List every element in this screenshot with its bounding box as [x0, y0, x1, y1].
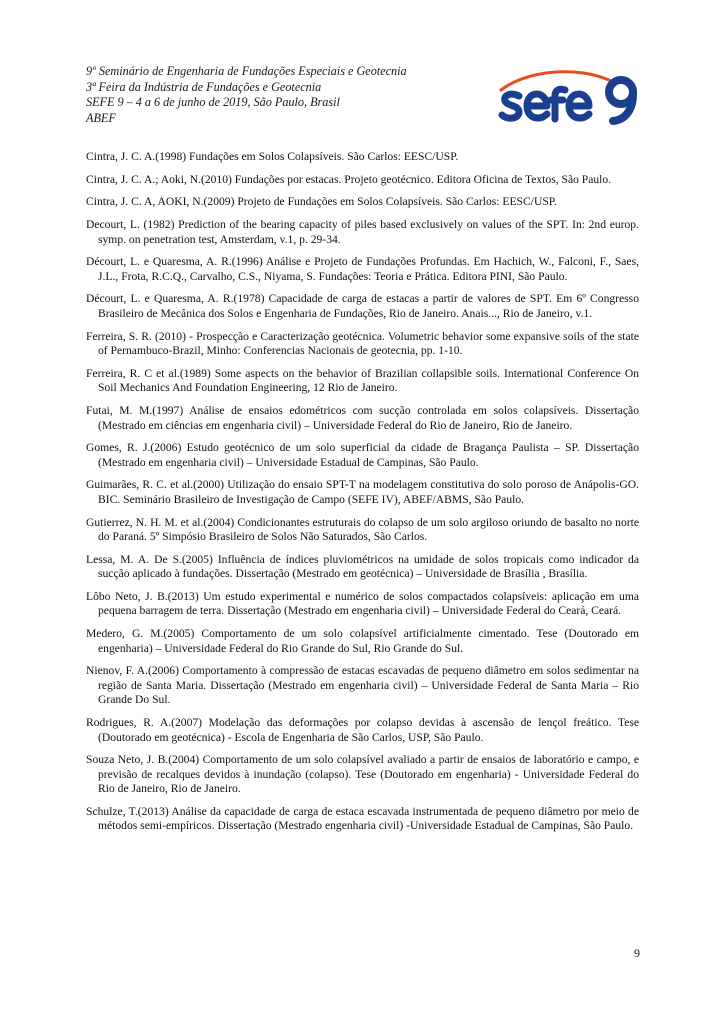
- reference-entry: Ferreira, R. C et al.(1989) Some aspects on the behavior of Brazilian collapsible soils. International Conference On Soil Mechanics And Foundation Engineering, 12 Rio de Janeiro.: [86, 366, 639, 395]
- reference-entry: Rodrigues, R. A.(2007) Modelação das deformações por colapso devidas à ascensão de lençol freático. Tese (Doutorado em geotécnica) - Escola de Engenharia de São Carlos, USP, São Paulo.: [86, 716, 639, 744]
- reference-entry: Décourt, L. e Quaresma, A. R.(1996) Análise e Projeto de Fundações Profundas. Em Hachich, W., Falconi, F., Saes, J.L., Frota, R.C.Q., Carvalho, C.S., Niyama, S. Fundações: Teoria e Prática. Editora PINI, São Paulo.: [86, 255, 639, 283]
- header-line-3: SEFE 9 – 4 a 6 de junho de 2019, São Paulo, Brasil: [86, 95, 340, 110]
- reference-entry: Guimarães, R. C. et al.(2000) Utilização do ensaio SPT-T na modelagem constitutiva do solo poroso de Anápolis-GO. BIC. Seminário Brasileiro de Investigação de Campo (SEFE IV), ABEF/ABMS, São Paulo.: [86, 478, 639, 506]
- reference-entry: Cintra, J. C. A.; Aoki, N.(2010) Fundações por estacas. Projeto geotécnico. Editora Oficina de Textos, São Paulo.: [86, 172, 612, 186]
- reference-entry: Décourt, L. e Quaresma, A. R.(1978) Capacidade de carga de estacas a partir de valores de SPT. Em 6º Congresso Brasileiro de Mecânica dos Solos e Engenharia de Fundações, Rio de Janeiro. Anais..., Rio de Janeiro, v.1.: [86, 292, 639, 320]
- reference-entry: Futai, M. M.(1997) Análise de ensaios edométricos com sucção controlada em solos colapsíveis. Dissertação (Mestrado em ciências em engenharia civil) – Universidade Federal do Rio de Janeiro, Rio de Janeiro.: [86, 404, 639, 432]
- page-number: 9: [634, 946, 640, 960]
- conference-header: [86, 64, 466, 126]
- sefe9-logo-graphic: [497, 68, 647, 126]
- reference-entry: Schulze, T.(2013) Análise da capacidade de carga de estaca escavada instrumentada de pequeno diâmetro por meio de métodos semi-empíricos. Dissertação (Mestrado engenharia civil) -Universidade Estadual de Campinas, São Paulo.: [86, 804, 639, 833]
- reference-entry: Medero, G. M.(2005) Comportamento de um solo colapsível artificialmente cimentado. Tese (Doutorado em engenharia) – Universidade Federal do Rio Grande do Sul, Rio Grande do Sul.: [86, 627, 639, 655]
- reference-entry: Nienov, F. A.(2006) Comportamento à compressão de estacas escavadas de pequeno diâmetro em solos sedimentar na região de Santa Maria. Dissertação (Mestrado em engenharia civil) – Universidade Federal de Santa Maria – Rio Grande Do Sul.: [86, 664, 639, 707]
- reference-entry: Gutierrez, N. H. M. et al.(2004) Condicionantes estruturais do colapso de um solo argiloso oriundo de basalto no norte do Paraná. 5º Simpósio Brasileiro de Solos Não Saturados, São Carlos.: [86, 515, 639, 544]
- sefe9-logo: [497, 68, 647, 126]
- reference-entry: Cintra, J. C. A, AOKI, N.(2009) Projeto de Fundações em Solos Colapsíveis. São Carlos: EESC/USP.: [86, 195, 557, 209]
- reference-entry: Souza Neto, J. B.(2004) Comportamento de um solo colapsível avaliado a partir de ensaios de laboratório e campo, e previsão de recalques devidos à inundação (colapso). Tese (Doutorado em engenharia) - Universidade Federal do Rio de Janeiro, Rio de Janeiro.: [86, 753, 639, 796]
- reference-entry: Cintra, J. C. A.(1998) Fundações em Solos Colapsíveis. São Carlos: EESC/USP.: [86, 150, 459, 163]
- reference-entry: Decourt, L. (1982) Prediction of the bearing capacity of piles based exclusively on values of the SPT. In: 2nd europ. symp. on penetration test, Amsterdam, v.1, p. 29-34.: [86, 218, 639, 246]
- reference-entry: Lessa, M. A. De S.(2005) Influência de índices pluviométricos na umidade de solos tropicais como indicador da sucção aplicado à fundações. Dissertação (Mestrado em geotécnica) – Universidade de Brasília , Brasília.: [86, 552, 639, 581]
- header-line-4: ABEF: [86, 110, 116, 125]
- reference-entry: Ferreira, S. R. (2010) - Prospecção e Caracterização geotécnica. Volumetric behavior some expansive soils of the state of Pernambuco-Brazil, Minho: Conferencias Nacionais de geotecnia, pp. 1-10.: [86, 329, 639, 358]
- references-list: [86, 150, 639, 842]
- header-line-1: 9º Seminário de Engenharia de Fundações Especiais e Geotecnia: [86, 64, 407, 78]
- reference-entry: Lôbo Neto, J. B.(2013) Um estudo experimental e numérico de solos compactados colapsíveis: aplicação em uma pequena barragem de terra. Dissertação (Mestrado em engenharia civil) – Universidade Federal do Ceará, Ceará.: [86, 589, 639, 618]
- header-line-2: 3ª Feira da Indústria de Fundações e Geotecnia: [86, 79, 322, 94]
- reference-entry: Gomes, R. J.(2006) Estudo geotécnico de um solo superficial da cidade de Bragança Paulista – SP. Dissertação (Mestrado em engenharia civil) – Universidade Estadual de Campinas, São Paulo.: [86, 441, 639, 469]
